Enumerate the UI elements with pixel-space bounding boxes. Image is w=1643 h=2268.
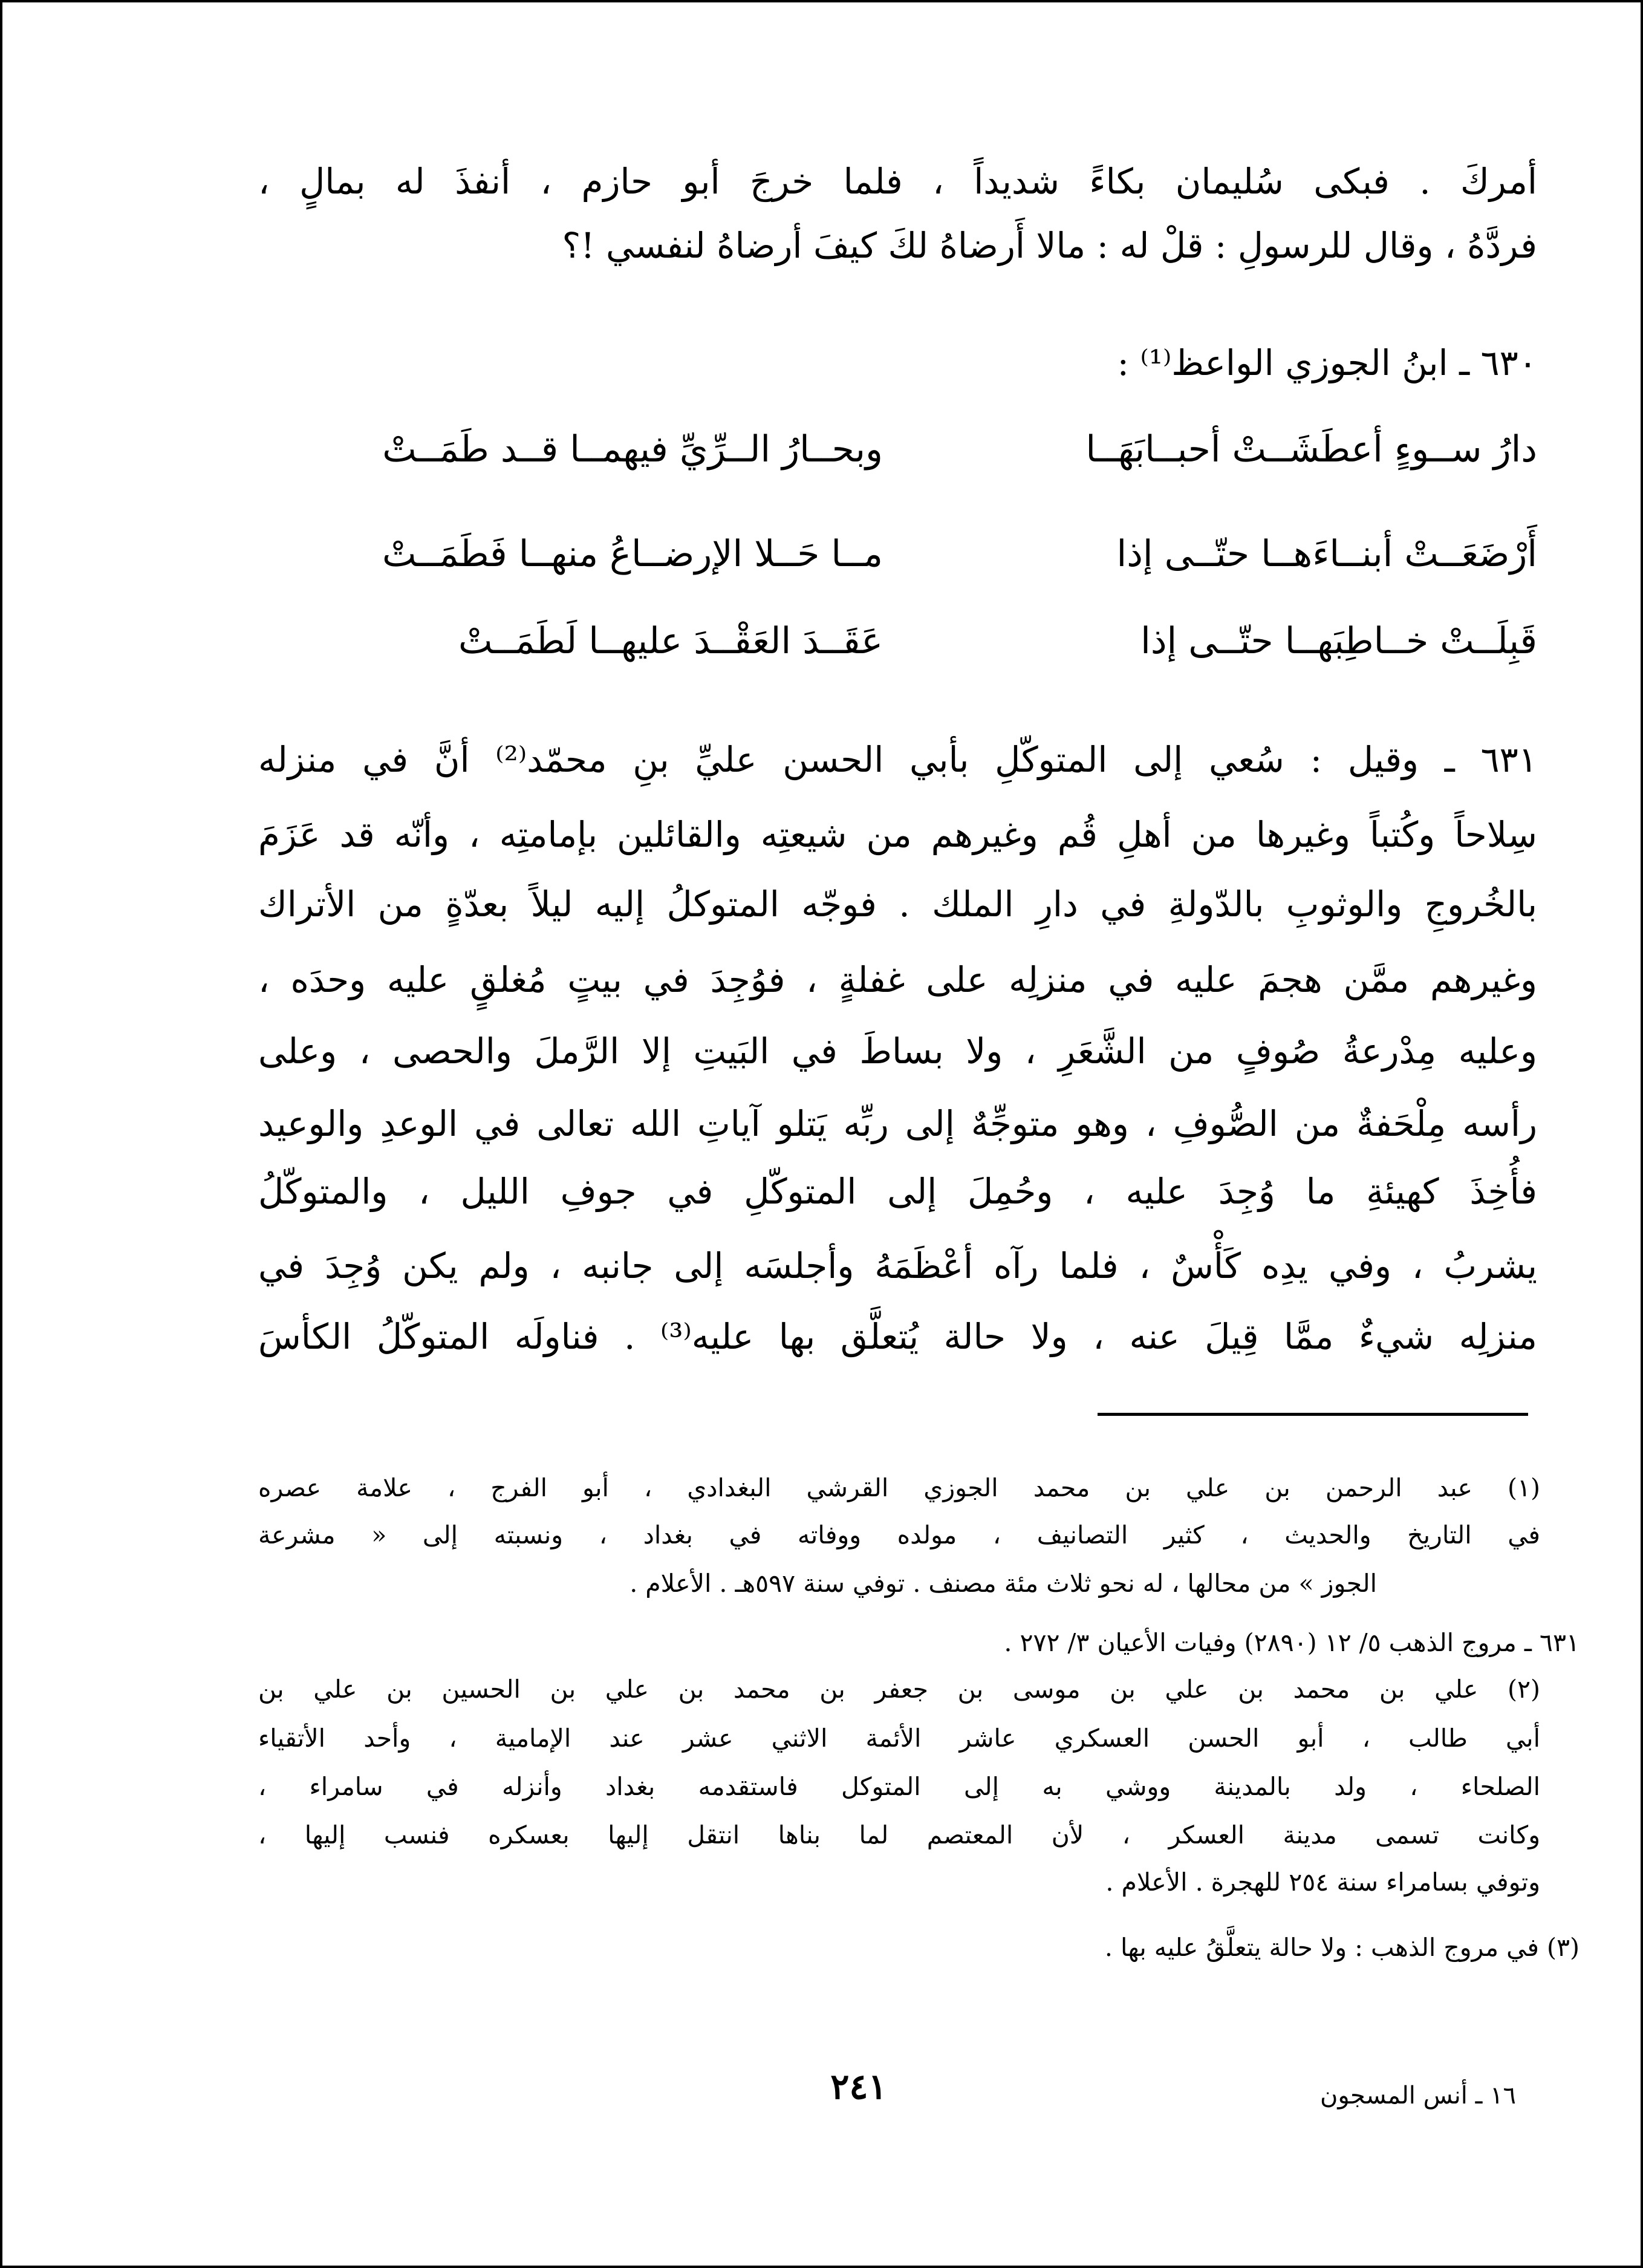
footnote-line: وكانت تسمى مدينة العسكر ، لأن المعتصم لما بناها انتقل إليها بعسكره فنسب إليها ، <box>258 1820 1540 1849</box>
verse-hemistich-right: أَرْضَعَــتْ أبنــاءَهــا حتّــى إذا <box>1116 533 1537 575</box>
footnote-separator <box>1098 1413 1528 1416</box>
body-line: وعليه مِدْرعةُ صُوفٍ من الشَّعَرِ ، ولا بساطَ في البَيتِ إلا الرَّملَ والحصى ، وعلى <box>258 1031 1537 1072</box>
body-line: فأُخِذَ كهيئةِ ما وُجِدَ عليه ، وحُمِلَ إلى المتوكّلِ في جوفِ الليل ، والمتوكّلُ <box>258 1171 1537 1212</box>
footnote-line: الجوز » من محالها ، له نحو ثلاث مئة مصنف . توفي سنة ٥٩٧هـ . الأعلام . <box>630 1569 1377 1598</box>
body-line: فردَّهُ ، وقال للرسولِ : قلْ له : مالا أَرضاهُ لكَ كيفَ أرضاهُ لنفسي !؟ <box>562 225 1537 266</box>
verse-hemistich-right: قَبِلَــتْ خــاطِبَهــا حتّــى إذا <box>1140 620 1537 662</box>
footnote-line: (٢) علي بن محمد بن علي بن موسى بن جعفر بن محمد بن علي بن الحسين بن علي بن <box>258 1675 1540 1704</box>
source-reference-631: ٦٣١ ـ مروج الذهب ٥/ ١٢ (٢٨٩٠) وفيات الأعيان ٣/ ٢٧٢ . <box>1004 1628 1580 1657</box>
body-line: سِلاحاً وكُتباً وغيرها من أهلِ قُم وغيرهم من شيعتِه والقائلين بإمامتِه ، وأنّه قد عَزَمَ <box>258 814 1537 855</box>
footnote-line: وتوفي بسامراء سنة ٢٥٤ للهجرة . الأعلام . <box>1105 1868 1540 1897</box>
footnote-line: (٣) في مروج الذهب : ولا حالة يتعلَّقُ عليه بها . <box>1104 1933 1580 1962</box>
verse-hemistich-left: عَقَــدَ العَقْــدَ عليهــا لَطَمَــتْ <box>458 620 883 662</box>
entry-heading-630: ٦٣٠ ـ ابنُ الجوزي الواعظ⁽¹⁾ : <box>1117 342 1537 383</box>
body-line: وغيرهم ممَّن هجمَ عليه في منزلِه على غفلةٍ ، فوُجِدَ في بيتٍ مُغلقٍ عليه وحدَه ، <box>258 959 1537 1000</box>
body-line: أمركَ . فبكى سُليمان بكاءً شديداً ، فلما خرجَ أبو حازم ، أنفذَ له بمالٍ ، <box>258 161 1537 202</box>
footnote-line: الصلحاء ، ولد بالمدينة ووشي به إلى المتوكل فاستقدمه بغداد وأنزله في سامراء ، <box>258 1772 1540 1801</box>
footnote-line: أبي طالب ، أبو الحسن العسكري عاشر الأئمة الاثني عشر عند الإمامية ، وأحد الأتقياء <box>258 1724 1540 1753</box>
body-line: بالخُروجِ والوثوبِ بالدّولةِ في دارِ الملك . فوجّه المتوكلُ إليه ليلاً بعدّةٍ من الأتراك <box>258 884 1537 925</box>
verse-hemistich-left: وبحــارُ الــرِّيِّ فيهمــا قــد طَمَــتْ <box>382 428 883 471</box>
running-footer: ١٦ ـ أنس المسجون <box>1319 2082 1516 2110</box>
verse-hemistich-right: دارُ ســوءٍ أعطَشَــتْ أحبــابَهَــا <box>1085 428 1537 471</box>
body-line: يشربُ ، وفي يدِه كَأْسٌ ، فلما رآه أعْظَمَهُ وأجلسَه إلى جانبه ، ولم يكن وُجِدَ في <box>258 1245 1537 1286</box>
footnote-line: في التاريخ والحديث ، كثير التصانيف ، مولده ووفاته في بغداد ، ونسبته إلى « مشرعة <box>258 1520 1540 1549</box>
verse-hemistich-left: مــا حَــلا الإرضــاعُ منهــا فَطَمَــتْ <box>382 533 883 575</box>
page-number: ٢٤١ <box>830 2066 887 2107</box>
body-line: رأسه مِلْحَفةٌ من الصُّوفِ ، وهو متوجِّهٌ إلى ربِّه يَتلو آياتِ الله تعالى في الوعدِ والوعيد <box>258 1103 1537 1144</box>
footnote-line: (١) عبد الرحمن بن علي بن محمد الجوزي القرشي البغدادي ، أبو الفرج ، علامة عصره <box>258 1473 1540 1502</box>
body-line: ٦٣١ ـ وقيل : سُعي إلى المتوكّلِ بأبي الحسن عليِّ بنِ محمّد⁽²⁾ أنَّ في منزله <box>258 739 1537 780</box>
body-line: منزلِه شيءٌ ممَّا قِيلَ عنه ، ولا حالة يُتعلَّق بها عليه⁽³⁾ . فناولَه المتوكّلُ الكأسَ <box>258 1316 1537 1357</box>
